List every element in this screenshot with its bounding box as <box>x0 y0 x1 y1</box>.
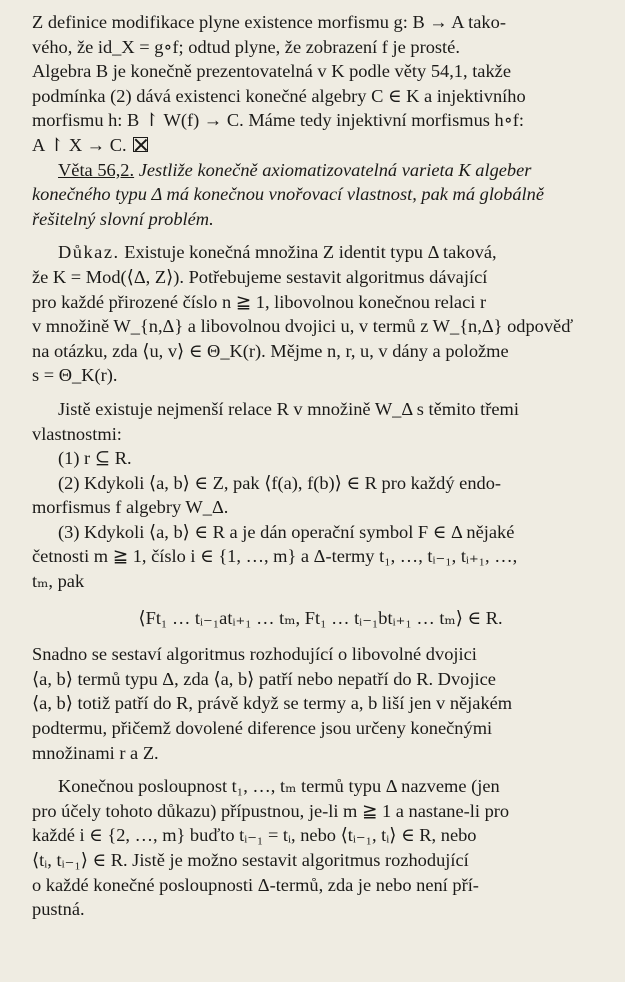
text-line <box>32 240 609 265</box>
text-line: pustná. <box>32 899 85 920</box>
text-span: A ↾ X → C. <box>32 134 127 155</box>
text-line: morfismu h: B ↾ W(f) → C. Máme tedy injektivní morfismus h∘f: <box>32 110 524 131</box>
text-line: ⟨a, b⟩ termů typu Δ, zda ⟨a, b⟩ patří nebo nepatří do R. Dvojice <box>32 668 496 689</box>
text-line: že K = Mod(⟨Δ, Z⟩). Potřebujeme sestavit algoritmus dávající <box>32 266 488 287</box>
text-line: vlastnostmi: <box>32 423 122 444</box>
text-line: pro účely tohoto důkazu) přípustnou, je-li m ≧ 1 a nastane-li pro <box>32 800 510 821</box>
text-line: Algebra B je konečně prezentovatelná v K podle věty 54,1, takže <box>32 61 511 82</box>
theorem-56-2 <box>32 158 609 183</box>
condition-3 <box>32 520 609 594</box>
text-line: Z definice modifikace plyne existence morfismu g: B → A tako- <box>32 12 506 32</box>
theorem-label: Věta 56,2. <box>58 159 135 180</box>
text-line: Snadno se sestaví algoritmus rozhodující o libovolné dvojici <box>32 644 477 665</box>
text-line: podmínka (2) dává existenci konečné algebry C ∈ K a injektivního <box>32 85 526 106</box>
text-line: řešitelný slovní problém. <box>32 208 214 229</box>
end-of-proof-icon <box>133 137 148 152</box>
text-line: množinami r a Z. <box>32 742 159 763</box>
paragraph-algorithm <box>32 642 609 765</box>
text-line: tₘ, pak <box>32 571 85 592</box>
text-span: Existuje konečná množina Z identit typu Δ taková, <box>124 242 497 263</box>
text-line: na otázku, zda ⟨u, v⟩ ∈ Θ_K(r). Mějme n, r, u, v dány a položme <box>32 340 509 361</box>
text-line: konečného typu Δ má konečnou vnořovací vlastnost, pak má globálně <box>32 184 544 205</box>
text-line: v množině W_{n,Δ} a libovolnou dvojici u, v termů z W_{n,Δ} odpověď <box>32 316 574 337</box>
text-line: podtermu, přičemž dovolené diference jsou určeny konečnými <box>32 718 493 739</box>
text-line: četnosti m ≧ 1, číslo i ∈ {1, …, m} a Δ-termy t₁, …, tᵢ₋₁, tᵢ₊₁, …, <box>32 546 518 567</box>
proof-paragraph <box>32 240 609 388</box>
text-line: ⟨tᵢ, tᵢ₋₁⟩ ∈ R. Jistě je možno sestavit algoritmus rozhodující <box>32 850 469 870</box>
paragraph-modification <box>32 10 609 158</box>
text-line: pro každé přirozené číslo n ≧ 1, libovolnou konečnou relaci r <box>32 291 487 312</box>
condition-2 <box>32 471 609 520</box>
text-line: s = Θ_K(r). <box>32 365 118 386</box>
text-line: (3) Kdykoli ⟨a, b⟩ ∈ R a je dán operační symbol F ∈ Δ nějaké <box>58 521 515 542</box>
condition-1 <box>32 446 609 471</box>
text-line: morfismus f algebry W_Δ. <box>32 497 229 518</box>
text-line: Jistě existuje nejmenší relace R v množině W_Δ s těmito třemi <box>58 398 519 419</box>
text-line <box>58 158 609 183</box>
text-line <box>32 133 609 158</box>
display-formula: ⟨Ft₁ … tᵢ₋₁atᵢ₊₁ … tₘ, Ft₁ … tᵢ₋₁btᵢ₊₁ … tₘ⟩ ∈ R. <box>138 607 503 628</box>
text-line: o každé konečné posloupnosti Δ-termů, zda je nebo není pří- <box>32 874 479 895</box>
paragraph-admissible <box>32 774 609 922</box>
paragraph-relation <box>32 397 609 446</box>
text-line: (1) r ⊆ R. <box>58 448 132 469</box>
text-line: každé i ∈ {2, …, m} buďto tᵢ₋₁ = tᵢ, nebo ⟨tᵢ₋₁, tᵢ⟩ ∈ R, nebo <box>32 825 477 846</box>
text-line: vého, že id_X = g∘f; odtud plyne, že zobrazení f je prosté. <box>32 36 460 57</box>
text-line: ⟨a, b⟩ totiž patří do R, právě když se termy a, b liší jen v nějakém <box>32 693 513 714</box>
text-line: Konečnou posloupnost t₁, …, tₘ termů typu Δ nazveme (jen <box>58 776 500 797</box>
theorem-56-2-cont <box>32 182 609 231</box>
text-span: Jestliže konečně axiomatizovatelná varieta K algeber <box>138 159 532 180</box>
text-line: (2) Kdykoli ⟨a, b⟩ ∈ Z, pak ⟨f(a), f(b)⟩ ∈ R pro každý endo- <box>58 472 502 493</box>
proof-label: Důkaz. <box>58 242 120 263</box>
